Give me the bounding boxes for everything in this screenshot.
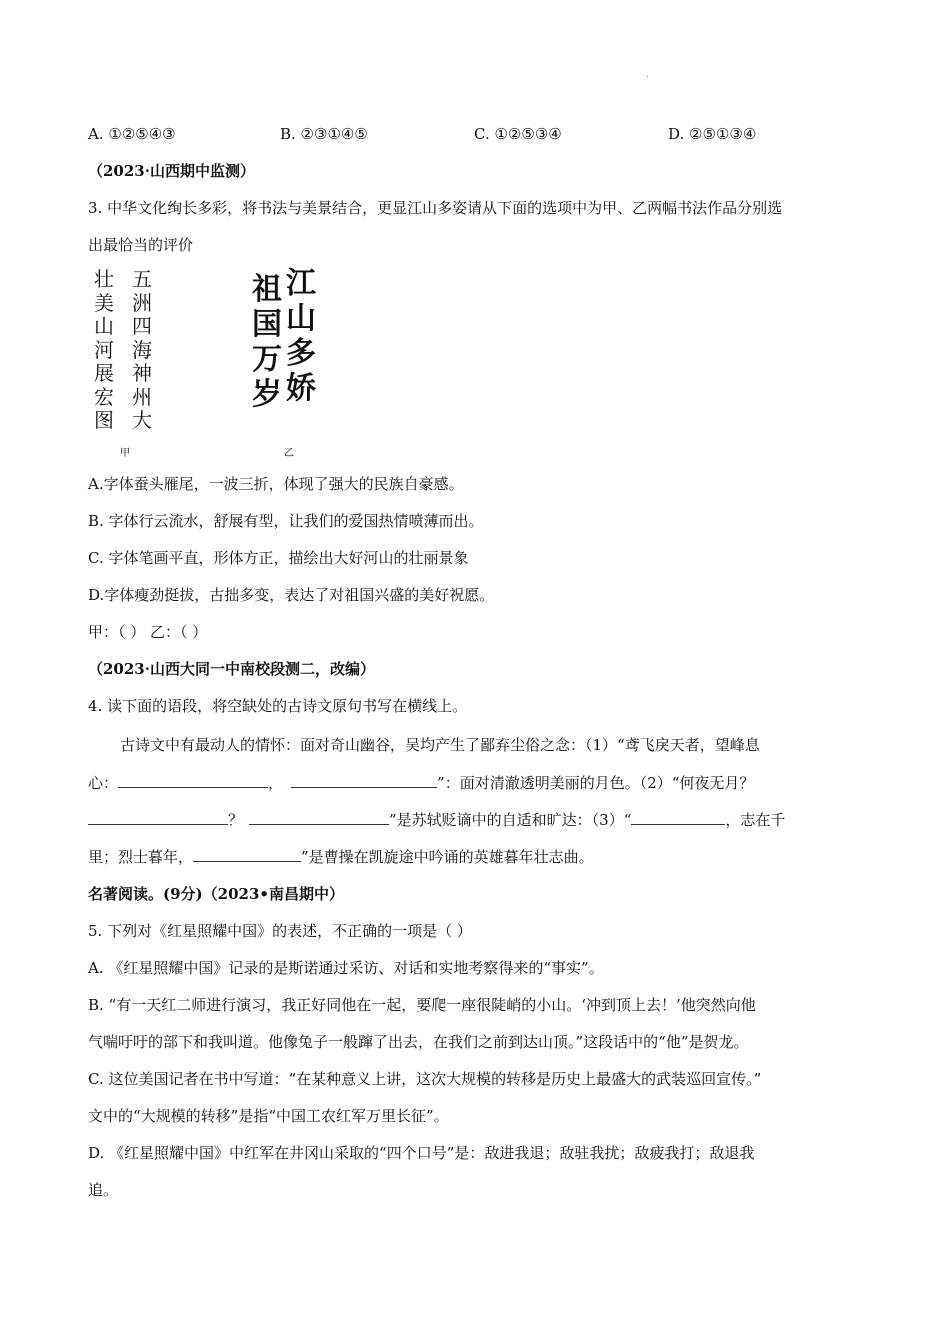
q4-p4-b: ”是曹操在凯旋途中吟诵的英雄暮年壮志曲。 <box>301 848 594 866</box>
q4-source: （2023·山西大同一中南校段测二，改编） <box>88 660 375 678</box>
q4-stem: 4. 读下面的语段，将空缺处的古诗文原句书写在横线上。 <box>88 697 468 715</box>
q5-option-d-line1[interactable]: D. 《红星照耀中国》中红军在井冈山采取的“四个口号”是：敌进我退；敌驻我扰；敌疲我打；敌退我 <box>88 1144 755 1162</box>
q5-option-d-line2: 追。 <box>88 1181 119 1199</box>
q3-stem-line1: 3. 中华文化绚长多彩，将书法与美景结合，更显江山多姿请从下面的选项中为甲、乙两幅书法作品分别选 <box>88 199 783 217</box>
q4-p2-a: 心： <box>88 774 119 792</box>
artwork-a-left-column: 壮美山河展宏图 <box>94 267 114 432</box>
q2-option-b[interactable]: B. ②③①④⑤ <box>280 125 368 143</box>
q3-option-a[interactable]: A.字体蚕头雁尾，一波三折，体现了强大的民族自豪感。 <box>88 475 464 493</box>
q4-p3-c: ，志在千 <box>725 811 786 829</box>
q3-answer-line[interactable]: 甲：（ ） 乙：（ ） <box>88 623 208 641</box>
q4-p4-a: 里；烈士暮年， <box>88 848 194 866</box>
q3-stem-line2: 出最恰当的评价 <box>88 236 194 254</box>
artwork-b-left-column: 祖国万岁 <box>252 272 282 412</box>
q4-p3-a: ？ <box>228 811 244 829</box>
q4-paragraph-line2 <box>88 771 866 795</box>
q5-option-c-line2: 文中的“大规模的转移”是指“中国工农红军万里长征”。 <box>88 1107 449 1125</box>
q2-option-c[interactable]: C. ①②⑤③④ <box>474 125 562 143</box>
artwork-b-right-column: 江山多娇 <box>286 266 316 406</box>
q4-p3-b: ”是苏轼贬谪中的自适和旷达：（3）“ <box>389 811 632 829</box>
q4-p2-c: ”：面对清澈透明美丽的月色。（2）“何夜无月？ <box>437 774 755 792</box>
q4-blank-2[interactable] <box>291 771 437 788</box>
q5-option-c-line1[interactable]: C. 这位美国记者在书中写道：“在某种意义上讲，这次大规模的转移是历史上最盛大的武装巡回宣传。” <box>88 1070 762 1088</box>
q4-blank-5[interactable] <box>631 808 725 825</box>
q4-blank-4[interactable] <box>249 808 389 825</box>
q4-paragraph-line1: 古诗文中有最动人的情怀：面对奇山幽谷，吴均产生了鄙弃尘俗之念：（1）“鸢飞戾天者，望峰息 <box>120 736 760 754</box>
q5-stem: 5. 下列对《红星照耀中国》的表述，不正确的一项是（ ） <box>88 922 472 940</box>
q4-p2-b: ， <box>268 774 284 792</box>
q4-blank-6[interactable] <box>193 845 301 862</box>
artwork-b-caption: 乙 <box>284 448 294 459</box>
q4-blank-1[interactable] <box>118 771 268 788</box>
reading-heading: 名著阅读。(9分)（2023•南昌期中） <box>88 885 344 903</box>
q5-option-b-line2: 气喘吁吁的部下和我叫道。他像兔子一般蹿了出去，在我们之前到达山顶。”这段话中的“他”是贺龙。 <box>88 1033 749 1051</box>
q3-option-c[interactable]: C. 字体笔画平直，形体方正，描绘出大好河山的壮丽景象 <box>88 549 469 567</box>
q5-option-a[interactable]: A. 《红星照耀中国》记录的是斯诺通过采访、对话和实地考察得来的“事实”。 <box>88 959 604 977</box>
q3-source: （2023·山西期中监测） <box>88 162 255 180</box>
q4-paragraph-line3 <box>88 808 866 832</box>
artwork-a-right-column: 五洲四海神州大 <box>132 267 152 432</box>
q3-option-b[interactable]: B. 字体行云流水，舒展有型，让我们的爱国热情喷薄而出。 <box>88 512 484 530</box>
q4-paragraph-line4 <box>88 845 866 869</box>
q5-option-b-line1[interactable]: B. “有一天红二师进行演习，我正好同他在一起，要爬一座很陡峭的小山。‘冲到顶上去！’他突然向他 <box>88 996 756 1014</box>
header-mark: . <box>646 70 649 79</box>
q2-option-a[interactable]: A. ①②⑤④③ <box>88 125 176 143</box>
artwork-a-caption: 甲 <box>120 448 130 459</box>
q2-option-d[interactable]: D. ②⑤①③④ <box>668 125 757 143</box>
q4-blank-3[interactable] <box>88 808 228 825</box>
q3-option-d[interactable]: D.字体瘦劲挺拔，古拙多变，表达了对祖国兴盛的美好祝愿。 <box>88 586 495 604</box>
